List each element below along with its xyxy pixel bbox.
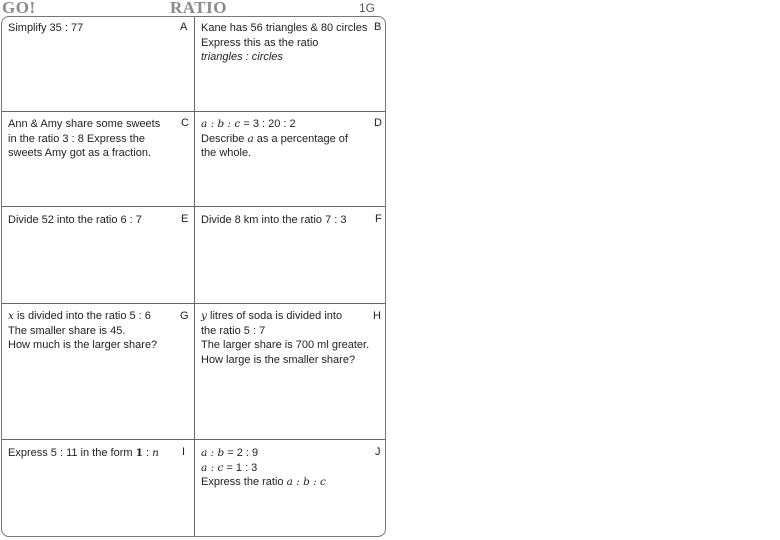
question-d-math: a : b : c xyxy=(201,118,241,130)
question-i-text: Express 5 : 11 in the form xyxy=(8,447,136,459)
worksheet-code: 1G xyxy=(359,1,376,15)
question-a-text: Simplify 35 : 77 xyxy=(8,22,84,34)
row-divider xyxy=(2,111,385,112)
question-d-line1: = 3 : 20 : 2 xyxy=(240,118,296,130)
question-c-line2: in the ratio 3 : 8 Express the xyxy=(8,132,145,145)
question-a xyxy=(8,21,83,36)
row-divider xyxy=(2,206,385,207)
question-i-bold: 1 xyxy=(135,447,143,459)
question-f xyxy=(201,213,347,228)
question-j xyxy=(201,446,326,490)
question-g-label: G xyxy=(180,310,189,322)
question-b-line2: Express this as the ratio xyxy=(201,36,319,49)
question-d-line3: the whole. xyxy=(201,147,252,159)
question-e-label: E xyxy=(181,213,189,225)
question-j-line3: Express the ratio xyxy=(201,476,287,488)
worksheet-title: RATIO xyxy=(170,0,227,17)
question-h-line4: How large is the smaller share? xyxy=(201,353,356,366)
question-c xyxy=(8,117,160,161)
row-divider xyxy=(2,439,385,440)
question-e xyxy=(8,213,142,228)
question-h-line1: litres of soda is divided into xyxy=(206,310,343,322)
question-h xyxy=(201,309,369,367)
question-g-line1: is divided into the ratio 5 : 6 xyxy=(13,310,151,322)
question-i xyxy=(8,446,159,461)
row-divider xyxy=(2,303,385,304)
question-f-label: F xyxy=(375,213,382,225)
question-i-colon: : xyxy=(142,447,153,459)
question-d-line2-math: a xyxy=(247,132,254,145)
question-j-line1: = 2 : 9 xyxy=(224,447,259,459)
question-h-line2: the ratio 5 : 7 xyxy=(201,324,266,337)
question-g-math: x xyxy=(8,310,14,322)
column-divider xyxy=(194,17,195,536)
question-g-line3: How much is the larger share? xyxy=(8,339,158,351)
question-b-line3: triangles : circles xyxy=(201,51,283,63)
question-h-line3: The larger share is 700 ml greater. xyxy=(201,339,370,351)
header-go: GO! xyxy=(2,0,36,17)
question-b-label: B xyxy=(374,21,382,33)
question-j-label: J xyxy=(375,446,381,458)
question-g-line2: The smaller share is 45. xyxy=(8,324,126,337)
question-i-math: n xyxy=(152,447,159,459)
question-j-line1-math: a : b xyxy=(201,447,225,459)
question-h-label: H xyxy=(373,310,381,322)
question-h-math: y xyxy=(201,310,207,322)
question-g xyxy=(8,309,157,353)
question-c-line1: Ann & Amy share some sweets xyxy=(8,118,161,130)
question-d-line2-post: as a percentage of xyxy=(253,132,348,145)
question-j-line2: = 1 : 3 xyxy=(223,461,258,474)
question-b-line1: Kane has 56 triangles & 80 circles xyxy=(201,22,368,34)
question-e-text: Divide 52 into the ratio 6 : 7 xyxy=(8,214,142,226)
question-d-label: D xyxy=(374,117,382,129)
question-c-label: C xyxy=(181,117,189,129)
question-j-line2-math: a : c xyxy=(201,461,224,474)
question-d xyxy=(201,117,348,161)
question-d-line2-pre: Describe xyxy=(201,132,248,145)
question-j-line3-math: a : b : c xyxy=(286,476,326,488)
question-b xyxy=(201,21,367,65)
question-f-text: Divide 8 km into the ratio 7 : 3 xyxy=(201,214,347,226)
question-a-label: A xyxy=(180,21,188,33)
question-c-line3: sweets Amy got as a fraction. xyxy=(8,147,152,159)
question-i-label: I xyxy=(182,446,186,458)
question-grid xyxy=(1,16,386,537)
